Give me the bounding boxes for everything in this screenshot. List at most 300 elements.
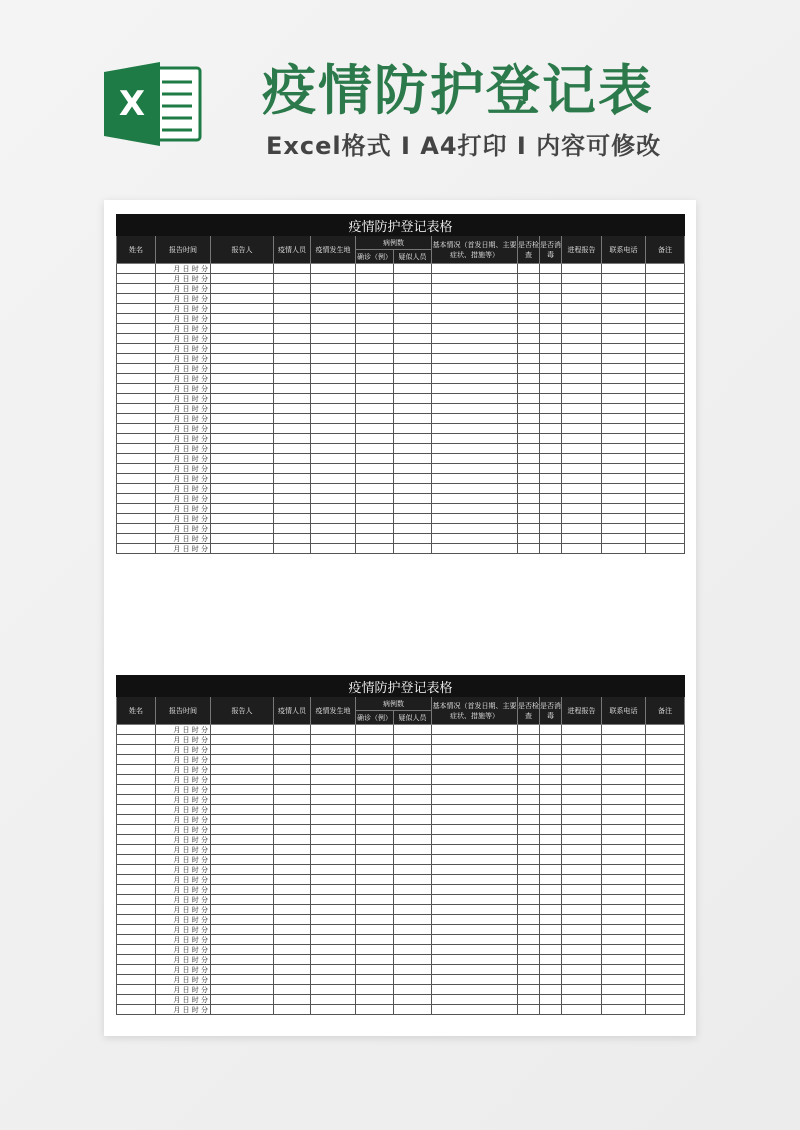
cell[interactable] (602, 344, 646, 354)
cell-report-time[interactable]: 月 日 时 分 (156, 905, 211, 915)
cell[interactable] (602, 785, 646, 795)
cell[interactable] (562, 504, 602, 514)
cell[interactable] (394, 354, 432, 364)
cell[interactable] (394, 955, 432, 965)
cell[interactable] (646, 334, 685, 344)
cell[interactable] (602, 474, 646, 484)
cell[interactable] (646, 494, 685, 504)
cell[interactable] (540, 735, 562, 745)
cell[interactable] (518, 474, 540, 484)
cell[interactable] (394, 775, 432, 785)
cell[interactable] (117, 384, 156, 394)
cell[interactable] (562, 925, 602, 935)
cell[interactable] (602, 334, 646, 344)
cell[interactable] (311, 424, 356, 434)
cell[interactable] (540, 945, 562, 955)
cell[interactable] (518, 755, 540, 765)
cell[interactable] (432, 975, 518, 985)
cell[interactable] (518, 875, 540, 885)
cell[interactable] (562, 444, 602, 454)
cell[interactable] (211, 454, 274, 464)
cell[interactable] (646, 795, 685, 805)
cell[interactable] (540, 514, 562, 524)
cell[interactable] (646, 544, 685, 554)
cell[interactable] (562, 354, 602, 364)
cell[interactable] (602, 284, 646, 294)
cell[interactable] (356, 444, 394, 454)
cell[interactable] (211, 304, 274, 314)
cell[interactable] (356, 494, 394, 504)
cell[interactable] (432, 314, 518, 324)
cell[interactable] (562, 1005, 602, 1015)
cell[interactable] (432, 965, 518, 975)
cell[interactable] (540, 935, 562, 945)
cell[interactable] (562, 785, 602, 795)
cell[interactable] (646, 284, 685, 294)
cell[interactable] (646, 845, 685, 855)
cell[interactable] (562, 274, 602, 284)
cell[interactable] (311, 935, 356, 945)
cell[interactable] (646, 745, 685, 755)
cell[interactable] (211, 845, 274, 855)
cell[interactable] (646, 755, 685, 765)
cell[interactable] (211, 795, 274, 805)
cell-report-time[interactable]: 月 日 时 分 (156, 735, 211, 745)
cell[interactable] (117, 1005, 156, 1015)
cell[interactable] (394, 474, 432, 484)
cell[interactable] (432, 544, 518, 554)
cell[interactable] (518, 314, 540, 324)
cell[interactable] (311, 524, 356, 534)
cell[interactable] (117, 274, 156, 284)
cell[interactable] (646, 504, 685, 514)
cell[interactable] (432, 444, 518, 454)
cell[interactable] (432, 384, 518, 394)
cell[interactable] (211, 284, 274, 294)
cell[interactable] (211, 314, 274, 324)
cell[interactable] (646, 775, 685, 785)
cell[interactable] (432, 324, 518, 334)
cell-report-time[interactable]: 月 日 时 分 (156, 795, 211, 805)
cell[interactable] (117, 995, 156, 1005)
cell[interactable] (602, 264, 646, 274)
cell[interactable] (562, 815, 602, 825)
cell[interactable] (356, 284, 394, 294)
cell[interactable] (602, 985, 646, 995)
cell[interactable] (562, 965, 602, 975)
cell[interactable] (356, 464, 394, 474)
cell[interactable] (274, 885, 311, 895)
cell[interactable] (211, 264, 274, 274)
cell[interactable] (602, 865, 646, 875)
cell[interactable] (311, 494, 356, 504)
cell[interactable] (646, 364, 685, 374)
cell[interactable] (274, 454, 311, 464)
cell[interactable] (274, 494, 311, 504)
cell[interactable] (562, 424, 602, 434)
cell[interactable] (211, 394, 274, 404)
cell[interactable] (274, 344, 311, 354)
cell[interactable] (274, 905, 311, 915)
cell[interactable] (540, 725, 562, 735)
cell[interactable] (117, 424, 156, 434)
cell[interactable] (311, 364, 356, 374)
cell[interactable] (117, 895, 156, 905)
cell[interactable] (274, 424, 311, 434)
cell[interactable] (432, 294, 518, 304)
cell[interactable] (117, 404, 156, 414)
cell[interactable] (356, 735, 394, 745)
cell[interactable] (602, 424, 646, 434)
cell[interactable] (562, 314, 602, 324)
cell[interactable] (540, 925, 562, 935)
cell-report-time[interactable]: 月 日 时 分 (156, 374, 211, 384)
cell[interactable] (432, 364, 518, 374)
cell[interactable] (518, 464, 540, 474)
cell[interactable] (518, 775, 540, 785)
cell[interactable] (356, 775, 394, 785)
cell[interactable] (646, 264, 685, 274)
cell[interactable] (646, 835, 685, 845)
cell[interactable] (602, 414, 646, 424)
cell-report-time[interactable]: 月 日 时 分 (156, 274, 211, 284)
cell[interactable] (117, 805, 156, 815)
cell[interactable] (211, 464, 274, 474)
cell[interactable] (211, 895, 274, 905)
cell[interactable] (274, 915, 311, 925)
cell[interactable] (311, 945, 356, 955)
cell[interactable] (311, 474, 356, 484)
cell[interactable] (540, 354, 562, 364)
cell[interactable] (274, 785, 311, 795)
cell[interactable] (394, 374, 432, 384)
cell[interactable] (311, 344, 356, 354)
cell[interactable] (540, 875, 562, 885)
cell[interactable] (274, 364, 311, 374)
cell[interactable] (117, 835, 156, 845)
cell[interactable] (394, 284, 432, 294)
cell[interactable] (432, 775, 518, 785)
cell[interactable] (518, 364, 540, 374)
cell[interactable] (394, 945, 432, 955)
cell[interactable] (432, 875, 518, 885)
cell[interactable] (356, 955, 394, 965)
cell[interactable] (356, 314, 394, 324)
cell[interactable] (311, 354, 356, 364)
cell[interactable] (274, 995, 311, 1005)
cell[interactable] (646, 484, 685, 494)
cell[interactable] (117, 314, 156, 324)
cell[interactable] (311, 965, 356, 975)
cell[interactable] (117, 464, 156, 474)
cell[interactable] (117, 334, 156, 344)
cell[interactable] (274, 274, 311, 284)
cell[interactable] (540, 885, 562, 895)
cell[interactable] (602, 514, 646, 524)
cell[interactable] (356, 915, 394, 925)
cell[interactable] (394, 865, 432, 875)
cell[interactable] (602, 975, 646, 985)
cell[interactable] (394, 544, 432, 554)
cell[interactable] (432, 805, 518, 815)
cell[interactable] (540, 304, 562, 314)
cell[interactable] (356, 364, 394, 374)
cell[interactable] (646, 384, 685, 394)
cell[interactable] (562, 745, 602, 755)
cell[interactable] (117, 524, 156, 534)
cell[interactable] (646, 915, 685, 925)
cell[interactable] (432, 935, 518, 945)
cell[interactable] (432, 514, 518, 524)
cell[interactable] (394, 845, 432, 855)
cell[interactable] (518, 835, 540, 845)
cell[interactable] (562, 945, 602, 955)
cell[interactable] (274, 835, 311, 845)
cell-report-time[interactable]: 月 日 时 分 (156, 805, 211, 815)
cell-report-time[interactable]: 月 日 时 分 (156, 414, 211, 424)
cell[interactable] (211, 364, 274, 374)
cell[interactable] (311, 825, 356, 835)
cell[interactable] (117, 975, 156, 985)
cell[interactable] (311, 805, 356, 815)
cell[interactable] (602, 925, 646, 935)
cell-report-time[interactable]: 月 日 时 分 (156, 354, 211, 364)
cell[interactable] (518, 544, 540, 554)
cell[interactable] (518, 294, 540, 304)
cell[interactable] (117, 394, 156, 404)
cell[interactable] (602, 494, 646, 504)
cell[interactable] (518, 795, 540, 805)
cell-report-time[interactable]: 月 日 时 分 (156, 284, 211, 294)
cell[interactable] (274, 925, 311, 935)
cell[interactable] (274, 805, 311, 815)
cell[interactable] (518, 735, 540, 745)
cell[interactable] (562, 845, 602, 855)
cell-report-time[interactable]: 月 日 时 分 (156, 775, 211, 785)
cell[interactable] (394, 494, 432, 504)
cell[interactable] (602, 955, 646, 965)
cell[interactable] (602, 885, 646, 895)
cell[interactable] (117, 955, 156, 965)
cell[interactable] (356, 504, 394, 514)
cell[interactable] (518, 424, 540, 434)
cell[interactable] (432, 494, 518, 504)
cell[interactable] (311, 464, 356, 474)
cell-report-time[interactable]: 月 日 时 分 (156, 785, 211, 795)
cell[interactable] (540, 454, 562, 464)
cell[interactable] (602, 965, 646, 975)
cell[interactable] (211, 384, 274, 394)
cell[interactable] (562, 895, 602, 905)
cell-report-time[interactable]: 月 日 时 分 (156, 885, 211, 895)
cell[interactable] (646, 815, 685, 825)
cell-report-time[interactable]: 月 日 时 分 (156, 364, 211, 374)
cell[interactable] (540, 504, 562, 514)
cell-report-time[interactable]: 月 日 时 分 (156, 815, 211, 825)
cell[interactable] (646, 985, 685, 995)
cell[interactable] (540, 394, 562, 404)
cell[interactable] (211, 544, 274, 554)
cell-report-time[interactable]: 月 日 时 分 (156, 484, 211, 494)
cell[interactable] (211, 785, 274, 795)
cell[interactable] (540, 284, 562, 294)
cell[interactable] (311, 444, 356, 454)
cell[interactable] (602, 404, 646, 414)
cell[interactable] (602, 314, 646, 324)
cell[interactable] (117, 885, 156, 895)
cell[interactable] (562, 765, 602, 775)
cell[interactable] (518, 745, 540, 755)
cell[interactable] (356, 524, 394, 534)
cell-report-time[interactable]: 月 日 时 分 (156, 304, 211, 314)
cell[interactable] (540, 845, 562, 855)
cell[interactable] (311, 855, 356, 865)
cell[interactable] (602, 384, 646, 394)
cell[interactable] (518, 534, 540, 544)
cell[interactable] (562, 414, 602, 424)
cell[interactable] (540, 815, 562, 825)
cell[interactable] (394, 444, 432, 454)
cell[interactable] (646, 865, 685, 875)
cell[interactable] (356, 274, 394, 284)
cell[interactable] (274, 955, 311, 965)
cell[interactable] (432, 434, 518, 444)
cell[interactable] (540, 955, 562, 965)
cell[interactable] (562, 294, 602, 304)
cell[interactable] (602, 815, 646, 825)
cell[interactable] (432, 354, 518, 364)
cell[interactable] (602, 725, 646, 735)
cell[interactable] (562, 885, 602, 895)
cell[interactable] (518, 855, 540, 865)
cell[interactable] (211, 835, 274, 845)
cell[interactable] (211, 354, 274, 364)
cell[interactable] (540, 915, 562, 925)
cell[interactable] (356, 1005, 394, 1015)
cell[interactable] (518, 965, 540, 975)
cell[interactable] (211, 965, 274, 975)
cell[interactable] (394, 995, 432, 1005)
cell[interactable] (117, 304, 156, 314)
cell[interactable] (117, 444, 156, 454)
cell[interactable] (394, 314, 432, 324)
cell[interactable] (211, 955, 274, 965)
cell[interactable] (432, 304, 518, 314)
cell[interactable] (311, 434, 356, 444)
cell[interactable] (518, 935, 540, 945)
cell[interactable] (602, 855, 646, 865)
cell[interactable] (394, 364, 432, 374)
cell[interactable] (211, 514, 274, 524)
cell[interactable] (117, 755, 156, 765)
cell[interactable] (311, 374, 356, 384)
cell[interactable] (274, 745, 311, 755)
cell[interactable] (518, 404, 540, 414)
cell[interactable] (394, 795, 432, 805)
cell[interactable] (540, 264, 562, 274)
cell[interactable] (117, 965, 156, 975)
cell[interactable] (211, 324, 274, 334)
cell[interactable] (646, 965, 685, 975)
cell-report-time[interactable]: 月 日 时 分 (156, 875, 211, 885)
cell[interactable] (432, 745, 518, 755)
cell[interactable] (211, 815, 274, 825)
cell[interactable] (646, 805, 685, 815)
cell[interactable] (117, 494, 156, 504)
cell[interactable] (311, 765, 356, 775)
cell[interactable] (562, 394, 602, 404)
cell[interactable] (356, 795, 394, 805)
cell[interactable] (274, 414, 311, 424)
cell[interactable] (394, 464, 432, 474)
cell[interactable] (432, 274, 518, 284)
cell[interactable] (356, 865, 394, 875)
cell[interactable] (274, 755, 311, 765)
cell[interactable] (274, 374, 311, 384)
cell[interactable] (562, 825, 602, 835)
cell[interactable] (274, 294, 311, 304)
cell[interactable] (602, 544, 646, 554)
cell[interactable] (274, 354, 311, 364)
cell[interactable] (311, 785, 356, 795)
cell[interactable] (646, 404, 685, 414)
cell[interactable] (432, 955, 518, 965)
cell-report-time[interactable]: 月 日 时 分 (156, 825, 211, 835)
cell[interactable] (211, 404, 274, 414)
cell[interactable] (518, 374, 540, 384)
cell[interactable] (117, 364, 156, 374)
cell[interactable] (274, 855, 311, 865)
cell[interactable] (432, 524, 518, 534)
cell[interactable] (311, 955, 356, 965)
cell[interactable] (562, 955, 602, 965)
cell[interactable] (356, 995, 394, 1005)
cell[interactable] (394, 755, 432, 765)
cell[interactable] (211, 434, 274, 444)
cell[interactable] (602, 935, 646, 945)
cell[interactable] (432, 284, 518, 294)
cell[interactable] (356, 324, 394, 334)
cell[interactable] (562, 404, 602, 414)
cell[interactable] (646, 374, 685, 384)
cell[interactable] (646, 274, 685, 284)
cell[interactable] (518, 274, 540, 284)
cell[interactable] (518, 514, 540, 524)
cell-report-time[interactable]: 月 日 时 分 (156, 765, 211, 775)
cell[interactable] (117, 544, 156, 554)
cell[interactable] (356, 434, 394, 444)
cell-report-time[interactable]: 月 日 时 分 (156, 454, 211, 464)
cell[interactable] (117, 414, 156, 424)
cell[interactable] (274, 284, 311, 294)
cell[interactable] (117, 795, 156, 805)
cell[interactable] (562, 494, 602, 504)
cell[interactable] (602, 895, 646, 905)
cell[interactable] (311, 725, 356, 735)
cell[interactable] (117, 845, 156, 855)
cell[interactable] (274, 484, 311, 494)
cell[interactable] (432, 835, 518, 845)
cell[interactable] (540, 314, 562, 324)
cell[interactable] (311, 264, 356, 274)
cell[interactable] (518, 394, 540, 404)
cell[interactable] (646, 895, 685, 905)
cell[interactable] (540, 534, 562, 544)
cell[interactable] (117, 264, 156, 274)
cell[interactable] (394, 985, 432, 995)
cell[interactable] (540, 865, 562, 875)
cell[interactable] (432, 725, 518, 735)
